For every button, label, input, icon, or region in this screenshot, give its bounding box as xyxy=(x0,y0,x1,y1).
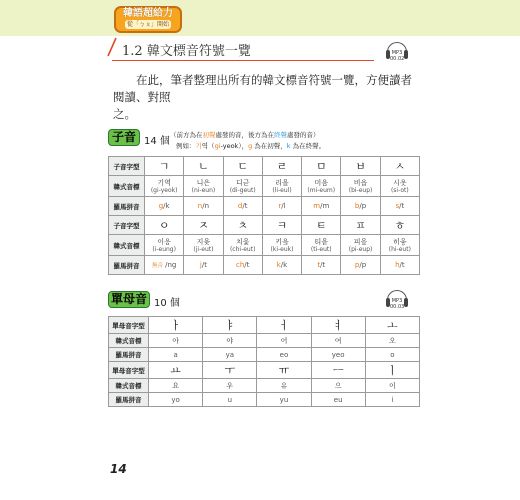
logo-title: 韓語超給力 xyxy=(123,8,173,19)
vowel-roman: eu xyxy=(311,393,365,407)
hangul-name xyxy=(380,235,419,256)
vowel-glyph: ㅕ xyxy=(311,317,365,334)
table-row xyxy=(109,317,420,334)
hangul-name-text: 시옷 xyxy=(393,178,407,187)
vowel-roman: yeo xyxy=(311,348,365,362)
table-row xyxy=(109,348,420,362)
romanization-initial: h xyxy=(395,261,400,269)
vowel-roman: u xyxy=(203,393,257,407)
hangul-name-rom: (bi-eup) xyxy=(348,186,373,194)
romanization-initial: t xyxy=(317,261,321,269)
table-row xyxy=(109,393,420,407)
romanization xyxy=(184,256,223,275)
romanization xyxy=(223,197,262,216)
vowel-roman: ya xyxy=(203,348,257,362)
hangul-name-rom: (chi-eut) xyxy=(229,245,256,253)
hangul-name xyxy=(223,176,262,197)
vowel-roman: yu xyxy=(257,393,311,407)
romanization-final: k xyxy=(283,261,288,269)
vowel-hangul: 우 xyxy=(203,379,257,393)
consonant-glyph: ㄴ xyxy=(184,157,223,176)
romanization-final: t xyxy=(204,261,207,269)
romanization xyxy=(223,256,262,275)
romanization-initial: n xyxy=(197,202,203,210)
consonant-note-1: （前方為在初聲處發的音，後方為在終聲處發的音） xyxy=(170,131,320,139)
hangul-name-text: 티읕 xyxy=(314,237,329,246)
romanization-final: t xyxy=(244,202,248,210)
hangul-name xyxy=(302,176,341,197)
hangul-name-rom: (pi-eup) xyxy=(348,245,373,253)
consonant-note-2: 例如：기역（gi-yeok），g 為在初聲，k 為在終聲。 xyxy=(176,142,326,150)
hangul-name-text: 히읗 xyxy=(393,237,407,246)
vowel-glyph: ㅡ xyxy=(311,362,365,379)
romanization-final: l xyxy=(283,202,286,210)
table-row xyxy=(109,334,420,348)
hangul-name xyxy=(223,235,262,256)
hangul-name xyxy=(341,176,380,197)
romanization xyxy=(341,256,380,275)
vowel-hangul: 어 xyxy=(257,334,311,348)
consonant-glyph: ㅂ xyxy=(341,157,380,176)
hangul-name-rom: (ni-eun) xyxy=(191,186,216,194)
intro-line2: 之。 xyxy=(113,107,136,121)
consonant-glyph: ㅇ xyxy=(145,216,184,235)
consonant-glyph: ㅅ xyxy=(380,157,419,176)
consonant-glyph: ㅍ xyxy=(341,216,380,235)
romanization-sep: / xyxy=(399,261,402,269)
romanization-initial: s xyxy=(395,202,400,210)
hangul-name-text: 이응 xyxy=(157,237,171,246)
romanization-sep: / xyxy=(244,261,247,269)
romanization-initial: k xyxy=(276,261,281,269)
hangul-name-rom: (di-geut) xyxy=(229,186,256,194)
hangul-name xyxy=(262,176,301,197)
consonant-table xyxy=(108,156,420,275)
romanization-sep: / xyxy=(359,202,362,210)
table-row xyxy=(109,216,420,235)
vowel-hangul: 요 xyxy=(149,379,203,393)
consonant-glyph: ㅊ xyxy=(223,216,262,235)
hangul-name-rom: (gi-yeok) xyxy=(150,186,178,194)
romanization-initial: j xyxy=(199,261,202,269)
hangul-name-text: 피읖 xyxy=(353,237,368,246)
mp3-track: 00.03 xyxy=(390,304,405,310)
romanization-sep: / xyxy=(359,261,362,269)
section-title: 韓文標音符號一覽 xyxy=(146,44,251,59)
hangul-name-text: 리을 xyxy=(275,178,289,187)
romanization xyxy=(262,256,301,275)
hangul-name-rom: (ki-euk) xyxy=(270,245,294,253)
row-label-glyph: 子音字型 xyxy=(109,216,145,235)
romanization-initial: r xyxy=(278,202,282,210)
vowel-glyph: ㅣ xyxy=(365,362,419,379)
romanization xyxy=(380,256,419,275)
page-number: 14 xyxy=(110,462,127,476)
vowel-glyph: ㅗ xyxy=(365,317,419,334)
hangul-name xyxy=(184,176,223,197)
hangul-name-text: 디귿 xyxy=(235,178,250,187)
hangul-name-text: 기역 xyxy=(157,178,171,187)
romanization-final: ng xyxy=(167,261,177,269)
consonant-glyph: ㅈ xyxy=(184,216,223,235)
vowel-hangul: 야 xyxy=(203,334,257,348)
section-heading xyxy=(110,40,251,59)
intro-paragraph xyxy=(113,72,418,123)
romanization-sep: / xyxy=(280,261,284,269)
romanization-sep: / xyxy=(320,261,323,269)
hangul-name-rom: (ji-eut) xyxy=(193,245,214,253)
romanization-initial: g xyxy=(158,202,164,210)
vowel-hangul: 으 xyxy=(311,379,365,393)
hangul-name xyxy=(145,235,184,256)
romanization-sep: / xyxy=(163,202,166,210)
romanization xyxy=(341,197,380,216)
hangul-name xyxy=(302,235,341,256)
hangul-name xyxy=(380,176,419,197)
slash-icon xyxy=(106,37,118,57)
romanization-initial: ch xyxy=(236,261,245,269)
hangul-name xyxy=(145,176,184,197)
consonant-glyph: ㄷ xyxy=(223,157,262,176)
vowel-hangul: 유 xyxy=(257,379,311,393)
romanization-final: t xyxy=(401,202,405,210)
row-label-hangul: 韓式音標 xyxy=(109,176,145,197)
hangul-name-rom: (li-eul) xyxy=(272,186,292,194)
romanization-sep: / xyxy=(162,261,168,269)
romanization xyxy=(302,197,341,216)
romanization-sep: / xyxy=(242,202,245,210)
romanization-sep: / xyxy=(201,261,205,269)
hangul-name-rom: (i-eung) xyxy=(152,245,176,253)
row-label-hangul: 韓式音標 xyxy=(109,379,149,393)
row-label-hangul: 韓式音標 xyxy=(109,334,149,348)
romanization-initial: 無音 xyxy=(151,263,163,269)
vowel-glyph: ㅠ xyxy=(257,362,311,379)
romanization-final: p xyxy=(361,261,367,269)
romanization-sep: / xyxy=(202,202,205,210)
vowel-badge: 單母音 xyxy=(108,291,150,308)
hangul-name xyxy=(341,235,380,256)
hangul-name-rom: (mi-eum) xyxy=(307,186,336,194)
table-row xyxy=(109,197,420,216)
intro-line1: 在此，筆者整理出所有的韓文標音符號一覽，方便讀者閱讀、對照 xyxy=(113,73,412,104)
mp3-label: MP3 xyxy=(391,298,403,304)
romanization-final: t xyxy=(246,261,250,269)
hangul-name-rom: (si-ot) xyxy=(390,186,409,194)
consonant-count: 14 個 xyxy=(144,136,170,147)
vowel-count: 10 個 xyxy=(154,298,180,309)
hangul-name-text: 비읍 xyxy=(353,178,368,187)
consonant-glyph: ㄹ xyxy=(262,157,301,176)
vowel-glyph: ㅏ xyxy=(149,317,203,334)
vowel-roman: eo xyxy=(257,348,311,362)
vowel-roman: yo xyxy=(149,393,203,407)
romanization-initial: b xyxy=(354,202,360,210)
romanization-final: k xyxy=(165,202,170,210)
row-label-hangul: 韓式音標 xyxy=(109,235,145,256)
section-number: 1.2 xyxy=(122,44,143,59)
romanization xyxy=(380,197,419,216)
section-underline xyxy=(112,60,374,61)
row-label-glyph: 單母音字型 xyxy=(109,317,149,334)
vowel-roman: i xyxy=(365,393,419,407)
hangul-name-text: 지읒 xyxy=(196,237,211,246)
vowel-table xyxy=(108,316,420,407)
hangul-name-rom: (hi-eut) xyxy=(388,245,411,253)
romanization-final: n xyxy=(204,202,210,210)
hangul-name xyxy=(262,235,301,256)
hangul-name-rom: (ti-eut) xyxy=(310,245,332,253)
hangul-name xyxy=(184,235,223,256)
row-label-roman: 羅馬拼音 xyxy=(109,197,145,216)
row-label-roman: 羅馬拼音 xyxy=(109,348,149,362)
hangul-name-text: 미음 xyxy=(314,178,329,187)
romanization-final: t xyxy=(322,261,326,269)
consonant-glyph: ㅎ xyxy=(380,216,419,235)
romanization-sep: / xyxy=(281,202,284,210)
table-row xyxy=(109,235,420,256)
logo-subtitle: 從「ㄅㄆ」開始 xyxy=(126,21,169,28)
romanization-sep: / xyxy=(399,202,402,210)
vowel-hangul: 아 xyxy=(149,334,203,348)
headphones-icon[interactable] xyxy=(386,42,408,64)
mp3-track: 00.02 xyxy=(390,56,405,62)
top-band xyxy=(0,0,520,36)
romanization-initial: d xyxy=(237,202,243,210)
vowel-hangul: 오 xyxy=(365,334,419,348)
romanization xyxy=(145,197,184,216)
consonant-badge: 子音 xyxy=(108,129,140,146)
consonant-glyph: ㄱ xyxy=(145,157,184,176)
vowel-glyph: ㅑ xyxy=(203,317,257,334)
row-label-glyph: 單母音字型 xyxy=(109,362,149,379)
romanization xyxy=(184,197,223,216)
table-row xyxy=(109,362,420,379)
headphones-icon[interactable] xyxy=(386,290,408,312)
consonant-glyph: ㅁ xyxy=(302,157,341,176)
hangul-name-text: 키읔 xyxy=(275,237,289,246)
vowel-hangul: 여 xyxy=(311,334,365,348)
table-row xyxy=(109,379,420,393)
hangul-name-text: 니은 xyxy=(196,178,211,187)
vowel-glyph: ㅜ xyxy=(203,362,257,379)
romanization-sep: / xyxy=(320,202,323,210)
row-label-glyph: 子音字型 xyxy=(109,157,145,176)
vowel-hangul: 이 xyxy=(365,379,419,393)
vowel-glyph: ㅛ xyxy=(149,362,203,379)
vowel-glyph: ㅓ xyxy=(257,317,311,334)
row-label-roman: 羅馬拼音 xyxy=(109,393,149,407)
romanization-final: p xyxy=(361,202,367,210)
table-row xyxy=(109,256,420,275)
romanization xyxy=(302,256,341,275)
romanization-initial: p xyxy=(354,261,360,269)
mp3-label: MP3 xyxy=(391,50,403,56)
consonant-glyph: ㅋ xyxy=(262,216,301,235)
table-row xyxy=(109,176,420,197)
romanization xyxy=(262,197,301,216)
consonant-glyph: ㅌ xyxy=(302,216,341,235)
vowel-roman: o xyxy=(365,348,419,362)
romanization xyxy=(145,256,184,275)
table-row xyxy=(109,157,420,176)
hangul-name-text: 치읓 xyxy=(235,237,250,246)
vowel-roman: a xyxy=(149,348,203,362)
romanization-final: t xyxy=(401,261,405,269)
row-label-roman: 羅馬拼音 xyxy=(109,256,145,275)
book-logo xyxy=(114,6,182,33)
romanization-initial: m xyxy=(313,202,321,210)
romanization-final: m xyxy=(322,202,330,210)
